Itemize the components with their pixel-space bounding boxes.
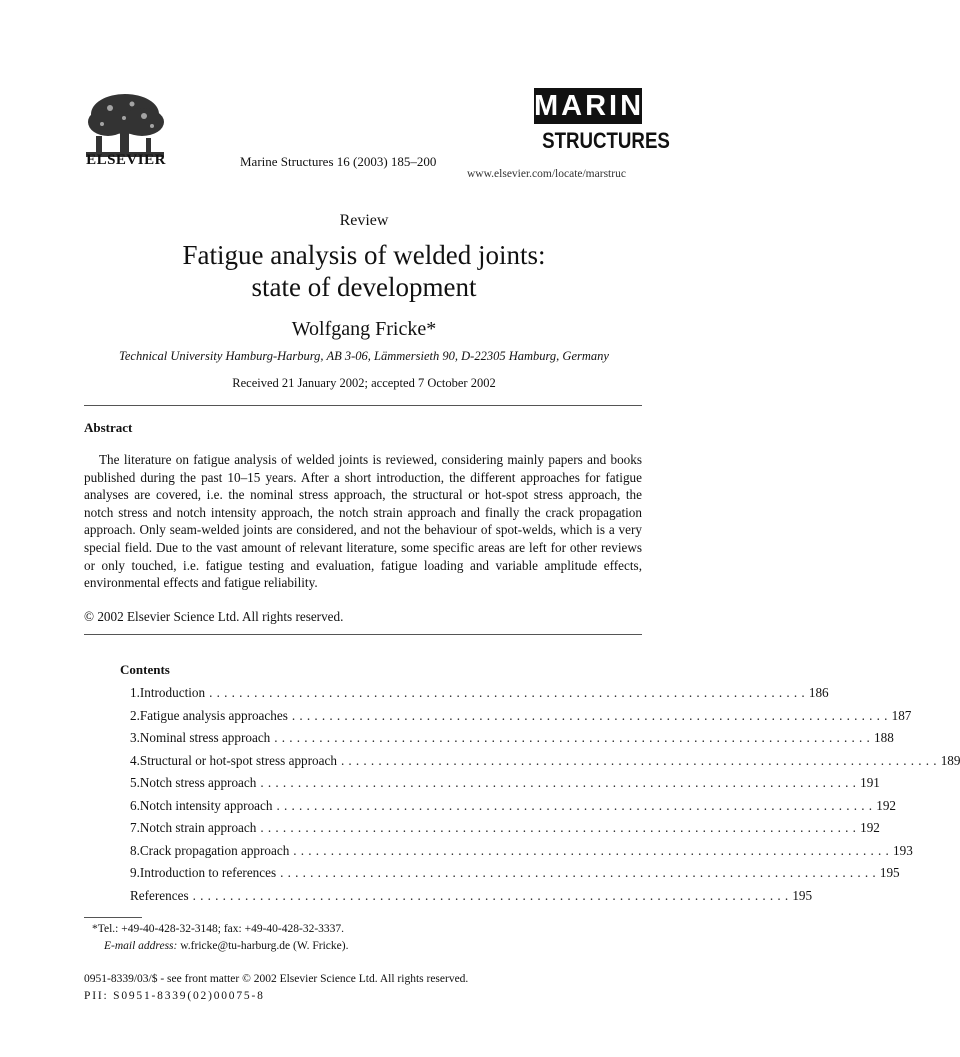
toc-leader-dots: ................................................................................ <box>274 730 875 745</box>
toc-number: 8. <box>130 842 140 858</box>
toc-title: Introduction to references <box>139 865 277 880</box>
toc-number: 2. <box>130 707 140 723</box>
journal-url[interactable]: www.elsevier.com/locate/marstruc <box>467 168 626 180</box>
toc-page-number: 192 <box>860 820 880 835</box>
toc-entry[interactable] <box>130 773 880 793</box>
toc-title: Notch strain approach <box>139 820 257 835</box>
toc-page-number: 186 <box>808 685 829 700</box>
toc-page-number: 188 <box>874 730 894 745</box>
toc-page-number: 192 <box>876 797 896 813</box>
toc-title: Notch stress approach <box>139 775 257 790</box>
article-title-line2: state of development <box>251 272 477 302</box>
footnote-email <box>104 940 348 952</box>
journal-logo-bottom: STRUCTURES <box>542 128 670 153</box>
toc-number: 4. <box>130 752 140 768</box>
toc-number: 6. <box>130 797 140 813</box>
toc-page-number: 193 <box>893 842 913 858</box>
toc-number: 3. <box>130 730 140 745</box>
toc-number: 9. <box>130 865 140 880</box>
toc-leader-dots: ................................................................................ <box>280 865 880 880</box>
toc-entry[interactable] <box>130 886 813 906</box>
toc-entry[interactable] <box>130 863 900 883</box>
toc-entry[interactable] <box>130 796 896 816</box>
abstract-heading: Abstract <box>84 420 133 435</box>
author-affiliation: Technical University Hamburg-Harburg, AB 3-06, Lämmersieth 90, D-22305 Hamburg, Germany <box>119 349 609 363</box>
toc-leader-dots: ................................................................................ <box>340 752 941 768</box>
article-type: Review <box>339 212 389 229</box>
publisher-name: ELSEVIER <box>86 152 166 168</box>
toc-title: Notch intensity approach <box>139 797 273 813</box>
toc-entry[interactable] <box>130 683 829 703</box>
toc-title: Crack propagation approach <box>139 842 290 858</box>
copyright-line: © 2002 Elsevier Science Ltd. All rights reserved. <box>84 609 344 624</box>
toc-page-number: 195 <box>879 865 900 880</box>
toc-entry[interactable] <box>130 841 913 861</box>
toc-leader-dots: ................................................................................ <box>209 685 809 700</box>
divider <box>84 634 642 635</box>
toc-title: Structural or hot-spot stress approach <box>139 752 337 768</box>
toc-number: 5. <box>130 775 140 790</box>
journal-citation: Marine Structures 16 (2003) 185–200 <box>240 154 437 169</box>
pii-line: PII: S0951-8339(02)00075-8 <box>84 990 265 1002</box>
toc-number: 1. <box>130 685 140 700</box>
toc-entry[interactable] <box>130 706 912 726</box>
toc-title: References <box>130 887 189 903</box>
toc-entry[interactable] <box>130 751 960 771</box>
toc-page-number: 195 <box>792 887 813 903</box>
toc-page-number: 187 <box>891 707 912 723</box>
email-value[interactable]: w.fricke@tu-harburg.de (W. Fricke). <box>180 940 349 952</box>
toc-leader-dots: ................................................................................ <box>260 820 861 835</box>
contents-heading: Contents <box>120 662 170 677</box>
footnote-divider <box>84 917 142 918</box>
article-title-line1: Fatigue analysis of welded joints: <box>182 240 546 270</box>
toc-title: Nominal stress approach <box>139 730 271 745</box>
toc-title: Fatigue analysis approaches <box>139 707 288 723</box>
front-matter-line: 0951-8339/03/$ - see front matter © 2002 Elsevier Science Ltd. All rights reserved. <box>84 973 469 985</box>
toc-page-number: 191 <box>860 775 880 790</box>
toc-leader-dots: ................................................................................ <box>291 707 892 723</box>
footnote-phone: *Tel.: +49-40-428-32-3148; fax: +49-40-428-32-3337. <box>92 923 345 935</box>
author-name: Wolfgang Fricke* <box>291 318 437 340</box>
divider <box>84 405 642 406</box>
toc-page-number: 189 <box>940 752 960 768</box>
toc-title: Introduction <box>139 685 206 700</box>
toc-number: 7. <box>130 820 140 835</box>
toc-leader-dots: ................................................................................ <box>293 842 894 858</box>
toc-entry[interactable] <box>130 728 894 748</box>
toc-leader-dots: ................................................................................ <box>260 775 861 790</box>
toc-leader-dots: ................................................................................ <box>276 797 877 813</box>
toc-entry[interactable] <box>130 818 880 838</box>
received-dates: Received 21 January 2002; accepted 7 October 2002 <box>232 376 496 390</box>
email-label: E-mail address: <box>104 940 178 952</box>
abstract-text: The literature on fatigue analysis of welded joints is reviewed, considering mainly papers and books published during the past 10–15 years. After a short introduction, the different approaches for fatigue analyses are covered, i.e. the nominal stress approach, the structural or hot-spot stress approach, the notch stress and notch intensity approach, the notch strain approach and finally the crack propagation approach. Only seam-welded joints are considered, and not the behaviour of spot-welds, which is a very special field. Due to the vast amount of relevant literature, some specific areas are left for other reviews or only touched, i.e. fatigue testing and evaluation, fatigue loading and variable amplitude effects, environmental effects and fatigue reliability. <box>84 452 642 591</box>
toc-leader-dots: ................................................................................ <box>192 887 793 903</box>
journal-logo-top: MARINE <box>534 90 667 122</box>
